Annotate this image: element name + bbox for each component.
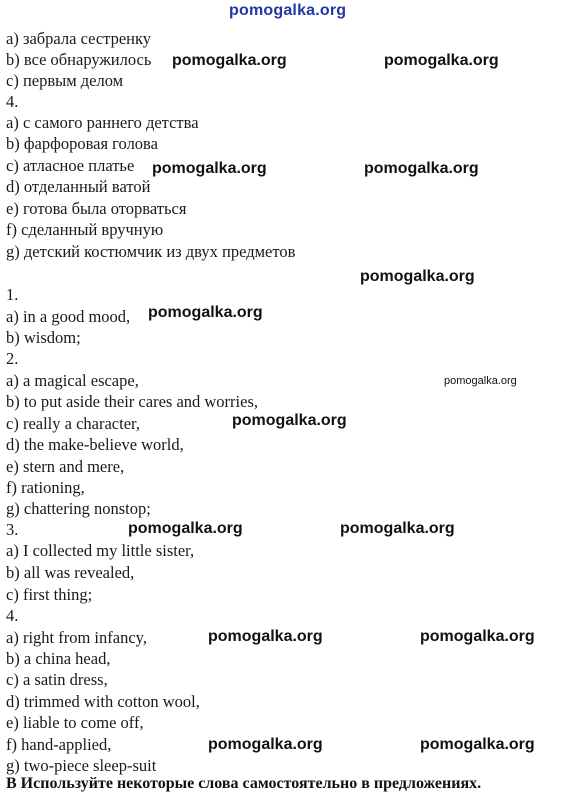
watermark: pomogalka.org xyxy=(420,628,535,645)
text-line: c) really a character, xyxy=(6,414,140,433)
text-line: b) all was revealed, xyxy=(6,563,135,582)
text-line: 3. xyxy=(6,520,19,539)
text-line: c) первым делом xyxy=(6,71,124,90)
exercise-instruction: В Используйте некоторые слова самостоятельно в предложениях. xyxy=(6,775,482,792)
text-line: d) отделанный ватой xyxy=(6,177,151,196)
watermark: pomogalka.org xyxy=(208,736,323,753)
watermark: pomogalka.org xyxy=(148,304,263,321)
watermark: pomogalka.org xyxy=(340,520,455,537)
text-line: e) stern and mere, xyxy=(6,457,125,476)
text-line: a) a magical escape, xyxy=(6,371,139,390)
site-header-watermark: pomogalka.org xyxy=(229,2,347,19)
watermark: pomogalka.org xyxy=(420,736,535,753)
text-line: b) фарфоровая голова xyxy=(6,134,158,153)
watermark: pomogalka.org xyxy=(444,375,517,387)
watermark: pomogalka.org xyxy=(128,520,243,537)
text-line: f) rationing, xyxy=(6,478,85,497)
text-line: b) to put aside their cares and worries, xyxy=(6,392,258,411)
text-line: g) детский костюмчик из двух предметов xyxy=(6,242,296,261)
text-line: a) right from infancy, xyxy=(6,628,147,647)
text-line: 4. xyxy=(6,92,19,111)
text-line: c) first thing; xyxy=(6,585,93,604)
text-line: f) сделанный вручную xyxy=(6,220,164,239)
watermark: pomogalka.org xyxy=(152,160,267,177)
text-line: 1. xyxy=(6,285,19,304)
text-line: g) two-piece sleep-suit xyxy=(6,756,157,775)
watermark: pomogalka.org xyxy=(384,52,499,69)
watermark: pomogalka.org xyxy=(232,412,347,429)
text-line: c) a satin dress, xyxy=(6,670,108,689)
watermark: pomogalka.org xyxy=(208,628,323,645)
text-line: a) с самого раннего детства xyxy=(6,113,199,132)
text-line: a) I collected my little sister, xyxy=(6,541,195,560)
text-line: e) liable to come off, xyxy=(6,713,144,732)
text-line: d) trimmed with cotton wool, xyxy=(6,692,200,711)
text-line: a) забрала сестренку xyxy=(6,29,152,48)
text-line: c) атласное платье xyxy=(6,156,135,175)
text-line: b) a china head, xyxy=(6,649,111,668)
watermark: pomogalka.org xyxy=(364,160,479,177)
text-line: a) in a good mood, xyxy=(6,307,131,326)
text-line: f) hand-applied, xyxy=(6,735,112,754)
watermark: pomogalka.org xyxy=(172,52,287,69)
text-line: g) chattering nonstop; xyxy=(6,499,151,518)
text-line: b) wisdom; xyxy=(6,328,81,347)
watermark: pomogalka.org xyxy=(360,268,475,285)
text-line: b) все обнаружилось xyxy=(6,50,152,69)
text-line: 2. xyxy=(6,349,19,368)
text-line: d) the make-believe world, xyxy=(6,435,184,454)
text-line: 4. xyxy=(6,606,19,625)
text-line: e) готова была оторваться xyxy=(6,199,187,218)
